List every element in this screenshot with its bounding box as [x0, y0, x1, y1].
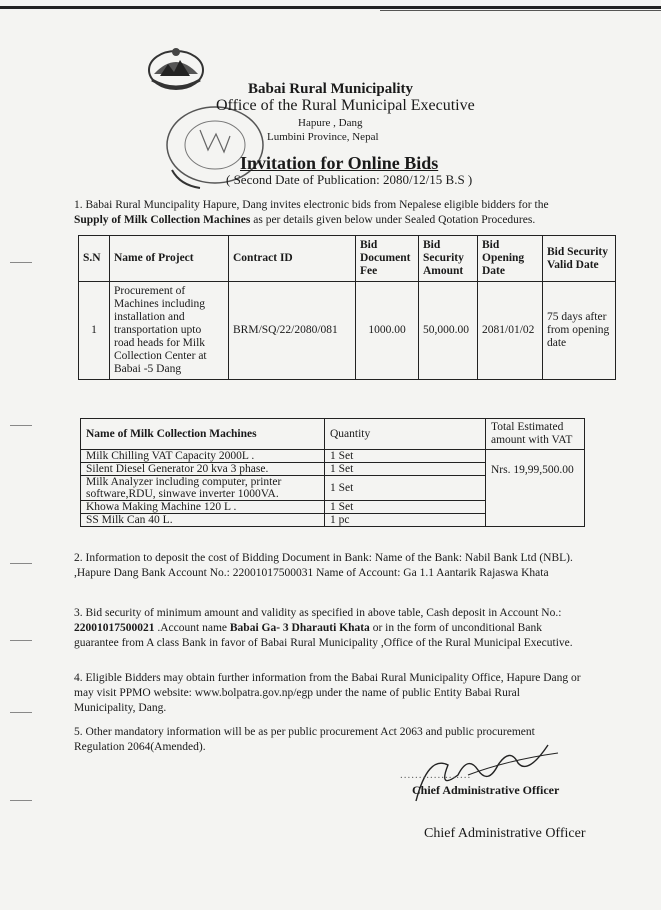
para3-b: .Account name [154, 622, 230, 634]
para1-rest: as per details given below under Sealed Qotation Procedures. [250, 214, 536, 226]
municipality-name: Babai Rural Municipality [248, 81, 414, 97]
bid-table-header-row [79, 236, 616, 282]
cell-contract-id: BRM/SQ/22/2080/081 [229, 282, 356, 380]
para3-account-name: Babai Ga- 3 Dharauti Khata [229, 622, 370, 634]
machine-quantity: 1 Set [325, 501, 486, 514]
para3-account: 22001017500021 [74, 622, 155, 634]
margin-mark [10, 712, 32, 713]
machine-name: Milk Chilling VAT Capacity 2000L . [81, 450, 325, 463]
cell-doc-fee: 1000.00 [356, 282, 419, 380]
table-row [81, 450, 585, 463]
machine-quantity: 1 pc [325, 514, 486, 527]
cell-project: Procurement of Machines including installation and transportation upto road heads for Milk Collection Center at Babai -5 Dang [110, 282, 229, 380]
machine-name: Khowa Making Machine 120 L . [81, 501, 325, 514]
cell-security-amount: 50,000.00 [419, 282, 478, 380]
machine-name: SS Milk Can 40 L. [81, 514, 325, 527]
margin-mark [10, 800, 32, 801]
cell-sn: 1 [79, 282, 110, 380]
header-contract-id: Contract ID [229, 236, 356, 282]
top-border-line-thin [380, 10, 661, 11]
stamp-title: Chief Administrative Officer [424, 826, 586, 841]
header-machine-name: Name of Milk Collection Machines [81, 419, 325, 450]
machine-quantity: 1 Set [325, 476, 486, 501]
margin-mark [10, 640, 32, 641]
header-sn: S.N [79, 236, 110, 282]
cell-valid-date: 75 days after from opening date [543, 282, 616, 380]
total-amount: Nrs. 19,99,500.00 [486, 450, 585, 527]
paragraph-4: 4. Eligible Bidders may obtain further information from the Babai Rural Municipality Office, Hapure Dang or may visit PPMO website: www.bolpatra.gov.np/egp under the name of public Entity Babai Rural Municipality, Dang. [74, 672, 581, 714]
paragraph-2: 2. Information to deposit the cost of Bidding Document in Bank: Name of the Bank: Nabil Bank Ltd (NBL). ,Hapure Dang Bank Account No.: 22001017500031 Name of Account: Ga 1.1 Aantarik Rajaswa Khata [74, 552, 573, 579]
machines-header-row [81, 419, 585, 450]
address-line-2: Lumbini Province, Nepal [267, 131, 379, 143]
table-row [79, 282, 616, 380]
paragraph-1 [74, 198, 584, 228]
para1-bold: Supply of Milk Collection Machines [74, 214, 251, 226]
header-opening-date: Bid Opening Date [478, 236, 543, 282]
machine-quantity: 1 Set [325, 463, 486, 476]
bid-details-table [78, 235, 616, 380]
publication-date: ( Second Date of Publication: 2080/12/15 B.S ) [226, 172, 473, 187]
header-total-amount: Total Estimated amount with VAT [486, 419, 585, 450]
margin-mark [10, 425, 32, 426]
office-name: Office of the Rural Municipal Executive [216, 97, 475, 114]
header-doc-fee: Bid Document Fee [356, 236, 419, 282]
para3-a: 3. Bid security of minimum amount and validity as specified in above table, Cash deposit in Account No.: [74, 607, 562, 619]
signature-label: Chief Administrative Officer [412, 783, 560, 797]
margin-mark [10, 563, 32, 564]
machine-quantity: 1 Set [325, 450, 486, 463]
notice-title: Invitation for Online Bids [240, 153, 439, 173]
paragraph-5: 5. Other mandatory information will be as per public procurement Act 2063 and public procurement Regulation 2064(Amended). [74, 726, 535, 753]
header-project: Name of Project [110, 236, 229, 282]
paragraph-3 [74, 606, 584, 651]
para1-text: 1. Babai Rural Muncipality Hapure, Dang invites electronic bids from Nepalese eligible bidders for the [74, 199, 549, 211]
header-valid-date: Bid Security Valid Date [543, 236, 616, 282]
machines-table [80, 418, 585, 527]
header-security-amount: Bid Security Amount [419, 236, 478, 282]
header-quantity: Quantity [325, 419, 486, 450]
margin-mark [10, 262, 32, 263]
machine-name: Milk Analyzer including computer, printer software,RDU, sinwave inverter 1000VA. [81, 476, 325, 501]
machine-name: Silent Diesel Generator 20 kva 3 phase. [81, 463, 325, 476]
cell-opening-date: 2081/01/02 [478, 282, 543, 380]
nepal-emblem-icon [146, 44, 206, 92]
top-border-line [0, 6, 661, 9]
signature-dots: ................... [400, 769, 472, 781]
address-line-1: Hapure , Dang [298, 117, 363, 129]
para3-c: or in the form of unconditional Bank guarantee from A class Bank in favor of Babai Rural Municipality ,Office of the Rural Municipal Executive. [74, 622, 573, 649]
